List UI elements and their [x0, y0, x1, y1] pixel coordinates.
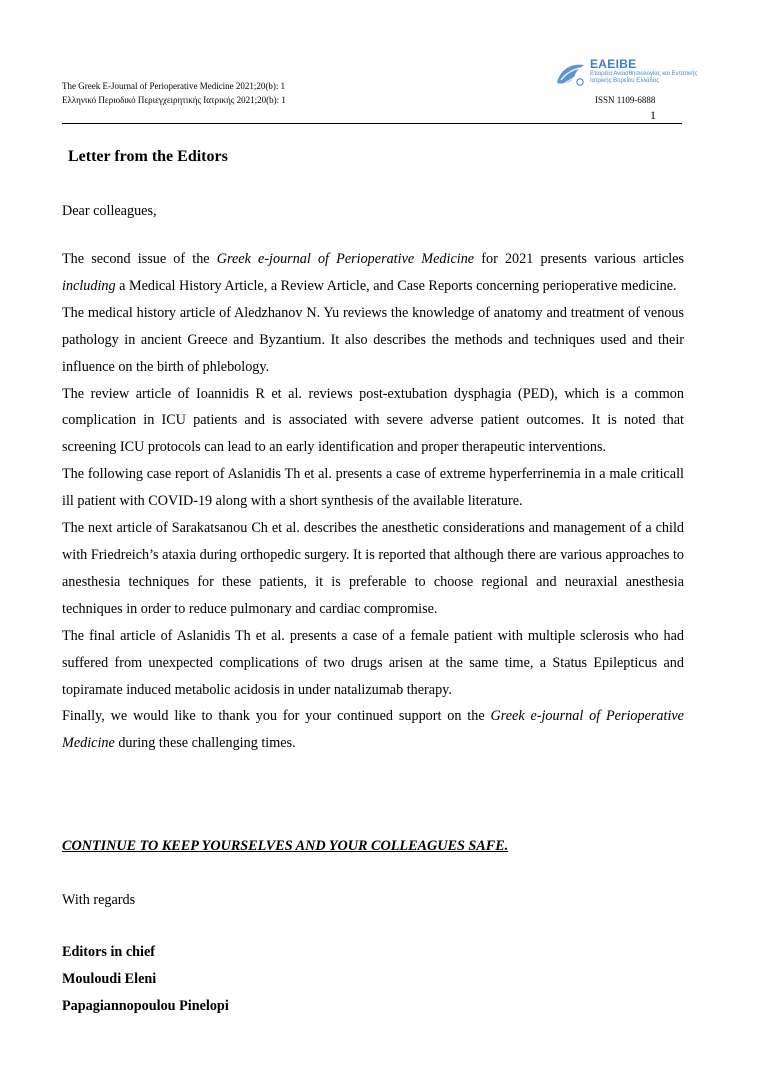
letter-body	[62, 246, 684, 757]
editor-name: Papagiannopoulou Pinelopi	[62, 998, 229, 1014]
paragraph-text: The second issue of the	[62, 251, 217, 267]
closing-regards: With regards	[62, 892, 136, 908]
paragraph-text: Finally, we would like to thank you for your continued support on the	[62, 708, 491, 725]
paragraph-thanks	[62, 703, 684, 757]
paragraph-medical-history: The medical history article of Aledzhanov N. Yu reviews the knowledge of anatomy and treatment of venous pathology in ancient Greece and Byzantium. It also describes the methods and techniques used and their influence on the birth of phlebology.	[62, 304, 684, 375]
paragraph-text: a Medical History Article, a Review Article, and Case Reports concerning perioperative medicine.	[115, 277, 677, 294]
page-number: 1	[650, 108, 656, 122]
paragraph-case-report-1: The following case report of Aslanidis Th et al. presents a case of extreme hyperferrinemia in a male criticall ill patient with COVID-19 along with a short synthesis of the available literature.	[62, 466, 684, 510]
paragraph-case-report-3: The final article of Aslanidis Th et al. presents a case of a female patient with multiple sclerosis who had suffered from unexpected complications of two drugs arisen at the same time, a Status Epilepticus and topiramate induced metabolic acidosis in under natalizumab therapy.	[62, 627, 684, 698]
society-logo-subtitle: Εταιρεία Αναισθησιολογίας και Εντατικής Ιατρικής Βορείου Ελλάδος	[590, 71, 698, 84]
society-logo-name: ΕΑΕΙΒΕ	[590, 57, 637, 71]
editors-role: Editors in chief	[62, 944, 156, 960]
letter-title: Letter from the Editors	[68, 148, 228, 165]
journal-name-italic: Greek e-journal of Perioperative Medicine	[216, 251, 475, 267]
journal-citation-english: The Greek E-Journal of Perioperative Medicine 2021;20(b): 1	[62, 81, 286, 91]
issn-number: ISSN 1109-6888	[595, 95, 656, 105]
paragraph-intro	[62, 246, 684, 300]
paragraph-review: The review article of Ioannidis R et al. reviews post-extubation dysphagia (PED), which is a common complication in ICU patients and is associated with severe adverse patient outcomes. It is noted that screening ICU protocols can lead to an early identification and proper therapeutic interventions.	[62, 385, 684, 456]
editor-name: Mouloudi Eleni	[62, 971, 157, 987]
paragraph-text: during these challenging times.	[114, 735, 296, 752]
paragraph-case-report-2: The next article of Sarakatsanou Ch et al. describes the anesthetic considerations and management of a child with Friedreich’s ataxia during orthopedic surgery. It is reported that although there are various approaches to anesthesia techniques for these patients, it is preferable to choose regional and neuraxial anesthesia techniques in order to reduce pulmonary and cardiac compromise.	[62, 520, 684, 617]
society-logo-icon	[554, 59, 588, 91]
safety-message: CONTINUE TO KEEP YOURSELVES AND YOUR COLLEAGUES SAFE.	[62, 838, 509, 854]
journal-name-italic: Greek e-journal of Perioperative Medicine	[62, 708, 684, 752]
society-logo	[554, 57, 704, 93]
journal-citation-greek: Ελληνικό Περιοδικό Περιεγχειρητικής Ιατρικής 2021;20(b): 1	[62, 95, 286, 105]
emphasis-italic: including	[62, 277, 116, 294]
header-divider	[62, 123, 682, 124]
salutation: Dear colleagues,	[62, 203, 157, 219]
paragraph-text: for 2021 presents various articles	[474, 251, 684, 267]
